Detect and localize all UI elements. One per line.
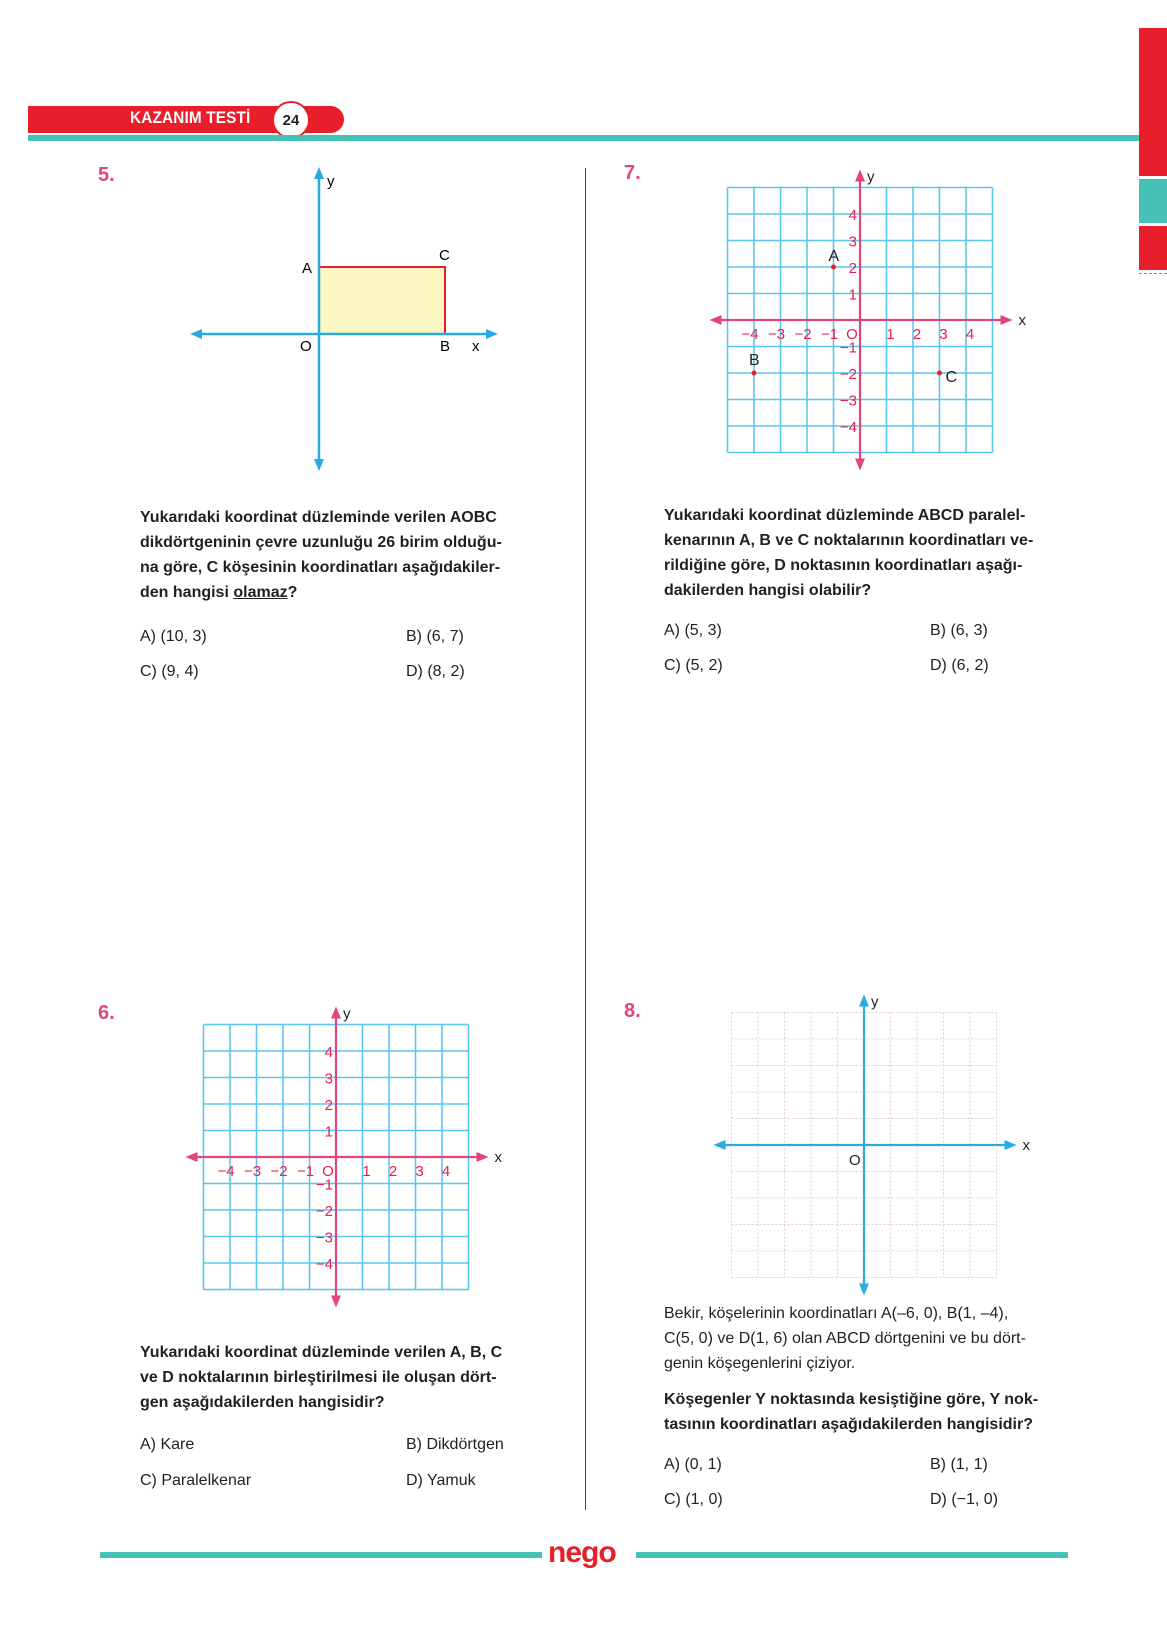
test-title: KAZANIM TESTİ xyxy=(130,108,251,127)
question-7-figure xyxy=(712,163,1032,463)
option-d[interactable]: D) (8, 2) xyxy=(406,663,465,680)
x-tick-label: −4 xyxy=(741,326,759,343)
question-6-figure xyxy=(188,1000,508,1300)
x-tick-label: −2 xyxy=(270,1163,288,1180)
y-tick-label: −1 xyxy=(315,1176,333,1194)
logo-text: nego xyxy=(548,1536,616,1569)
x-label: x xyxy=(472,338,480,355)
side-tab-teal xyxy=(1139,179,1167,223)
x-tick-label: −4 xyxy=(217,1163,235,1180)
y-label: y xyxy=(867,168,875,186)
y-tick-label: 4 xyxy=(848,207,857,224)
option-a[interactable]: A) (0, 1) xyxy=(664,1456,722,1473)
option-a[interactable]: A) Kare xyxy=(140,1436,195,1453)
y-tick-label: −4 xyxy=(839,419,857,436)
header-rule xyxy=(28,135,1142,141)
y-axis-arrow-down xyxy=(314,459,324,471)
side-tab-divider xyxy=(1139,273,1167,274)
y-axis-arrow-up xyxy=(331,1007,341,1019)
option-c[interactable]: C) (9, 4) xyxy=(140,663,199,680)
question-8-intro xyxy=(664,1301,1074,1376)
point-c xyxy=(937,371,942,376)
y-tick-label: 2 xyxy=(324,1097,333,1114)
option-b[interactable]: B) (6, 3) xyxy=(930,622,988,639)
text-line: Yukarıdaki koordinat düzleminde verilen A, B, C xyxy=(140,1344,503,1361)
text-line: Yukarıdaki koordinat düzleminde verilen AOBC xyxy=(140,509,497,526)
text-line: kenarının A, B ve C noktalarının koordinatları ve- xyxy=(664,532,1034,549)
option-c[interactable]: C) (1, 0) xyxy=(664,1491,723,1508)
side-tab-red-2 xyxy=(1139,226,1167,270)
x-axis-arrow-right xyxy=(1001,315,1013,325)
x-label: x xyxy=(1022,1137,1030,1154)
x-tick-label: 4 xyxy=(441,1163,451,1180)
y-tick-label: 3 xyxy=(324,1070,333,1088)
emphasis-word: olamaz xyxy=(233,584,288,601)
option-c[interactable]: C) (5, 2) xyxy=(664,657,723,674)
y-tick-label: 1 xyxy=(324,1123,333,1141)
origin-label: O xyxy=(322,1163,334,1180)
x-label: x xyxy=(494,1149,502,1166)
y-tick-label: 1 xyxy=(848,286,857,304)
x-label: x xyxy=(1018,312,1026,329)
point-b-label: B xyxy=(440,338,451,355)
point-b-label: B xyxy=(749,352,760,369)
option-a[interactable]: A) (10, 3) xyxy=(140,628,207,645)
text-part: ? xyxy=(287,584,298,601)
y-tick-label: 3 xyxy=(848,233,857,251)
question-5-number: 5. xyxy=(98,164,115,186)
rectangle-aobc xyxy=(319,267,445,334)
option-d[interactable]: D) (6, 2) xyxy=(930,657,989,674)
x-tick-label: −3 xyxy=(243,1163,262,1180)
footer-rule-right xyxy=(636,1552,1068,1558)
x-tick-label: 2 xyxy=(912,326,922,343)
x-axis-arrow-right xyxy=(1005,1140,1017,1150)
point-c-label: C xyxy=(439,247,450,264)
x-tick-label: 3 xyxy=(415,1163,424,1180)
point-b xyxy=(752,371,757,376)
x-axis-arrow-left xyxy=(190,329,202,339)
text-line xyxy=(140,580,550,605)
question-8-text xyxy=(664,1387,1074,1437)
test-number-badge: 24 xyxy=(272,101,310,139)
text-line: dikdörtgeninin çevre uzunluğu 26 birim olduğu- xyxy=(140,534,502,551)
option-a[interactable]: A) (5, 3) xyxy=(664,622,722,639)
y-tick-label: −2 xyxy=(839,366,857,383)
y-axis-arrow-up xyxy=(855,170,865,182)
text-part: den hangisi xyxy=(140,584,234,601)
x-tick-label: −3 xyxy=(767,326,786,343)
text-line: dakilerden hangisi olabilir? xyxy=(664,582,872,599)
x-tick-label: 2 xyxy=(388,1163,398,1180)
y-tick-label: 4 xyxy=(324,1044,333,1061)
question-5-text xyxy=(140,505,550,605)
text-line: C(5, 0) ve D(1, 6) olan ABCD dörtgenini ve bu dört- xyxy=(664,1330,1026,1347)
x-tick-label: −1 xyxy=(296,1163,315,1180)
origin-label: O xyxy=(849,1152,861,1169)
option-b[interactable]: B) (6, 7) xyxy=(406,628,464,645)
y-axis-arrow-down xyxy=(855,459,865,471)
question-7-text xyxy=(664,503,1074,603)
point-a-label: A xyxy=(828,248,840,265)
point-a-label: A xyxy=(302,260,313,277)
x-axis-arrow-left xyxy=(714,1140,726,1150)
x-tick-label: 1 xyxy=(362,1163,371,1180)
text-line: rildiğine göre, D noktasının koordinatları aşağı- xyxy=(664,557,1023,574)
question-7-number: 7. xyxy=(624,162,641,184)
origin-label: O xyxy=(300,338,312,355)
y-tick-label: −1 xyxy=(839,339,857,357)
y-label: y xyxy=(327,173,335,190)
question-5-figure xyxy=(190,165,510,475)
x-axis-arrow-right xyxy=(477,1152,489,1162)
footer-rule-left xyxy=(100,1552,542,1558)
y-label: y xyxy=(343,1005,351,1023)
text-line: Yukarıdaki koordinat düzleminde ABCD paralel- xyxy=(664,507,1026,524)
y-axis-arrow-down xyxy=(331,1296,341,1308)
text-line: Köşegenler Y noktasında kesiştiğine göre, Y nok- xyxy=(664,1391,1039,1408)
y-axis-arrow-up xyxy=(859,995,869,1007)
publisher-logo xyxy=(548,1536,616,1570)
text-line: gen aşağıdakilerden hangisidir? xyxy=(140,1394,385,1411)
y-label: y xyxy=(871,993,879,1011)
column-divider xyxy=(585,168,586,1510)
x-axis-arrow-left xyxy=(710,315,722,325)
option-d[interactable]: D) Yamuk xyxy=(406,1472,476,1489)
question-6-text xyxy=(140,1340,550,1415)
x-tick-label: −1 xyxy=(820,326,839,343)
text-line: ve D noktalarının birleştirilmesi ile oluşan dört- xyxy=(140,1369,497,1386)
x-axis-arrow-right xyxy=(486,329,498,339)
x-axis-arrow-left xyxy=(186,1152,198,1162)
question-8-number: 8. xyxy=(624,1000,641,1022)
option-c[interactable]: C) Paralelkenar xyxy=(140,1472,252,1489)
y-tick-label: −2 xyxy=(315,1203,333,1220)
text-line: genin köşegenlerini çiziyor. xyxy=(664,1355,856,1372)
text-line: Bekir, köşelerinin koordinatları A(–6, 0), B(1, –4), xyxy=(664,1305,1009,1322)
y-tick-label: −4 xyxy=(315,1256,333,1273)
option-b[interactable]: B) (1, 1) xyxy=(930,1456,988,1473)
point-a xyxy=(831,265,836,270)
x-tick-label: 3 xyxy=(939,326,948,343)
x-tick-label: −2 xyxy=(794,326,812,343)
x-tick-label: 4 xyxy=(965,326,975,343)
question-8-figure xyxy=(726,993,1030,1285)
option-d[interactable]: D) (−1, 0) xyxy=(930,1491,999,1508)
y-axis-arrow-up xyxy=(314,167,324,179)
text-line: na göre, C köşesinin koordinatları aşağıdakiler- xyxy=(140,559,501,576)
y-tick-label: 2 xyxy=(848,260,857,277)
y-axis-arrow-down xyxy=(859,1284,869,1296)
option-b[interactable]: B) Dikdörtgen xyxy=(406,1436,504,1453)
text-line: tasının koordinatları aşağıdakilerden hangisidir? xyxy=(664,1416,1033,1433)
y-tick-label: −3 xyxy=(315,1229,333,1247)
origin-label: O xyxy=(846,326,858,343)
question-6-number: 6. xyxy=(98,1002,115,1024)
y-tick-label: −3 xyxy=(839,392,857,410)
side-tab-red xyxy=(1139,28,1167,176)
x-tick-label: 1 xyxy=(886,326,895,343)
point-c-label: C xyxy=(945,369,958,386)
